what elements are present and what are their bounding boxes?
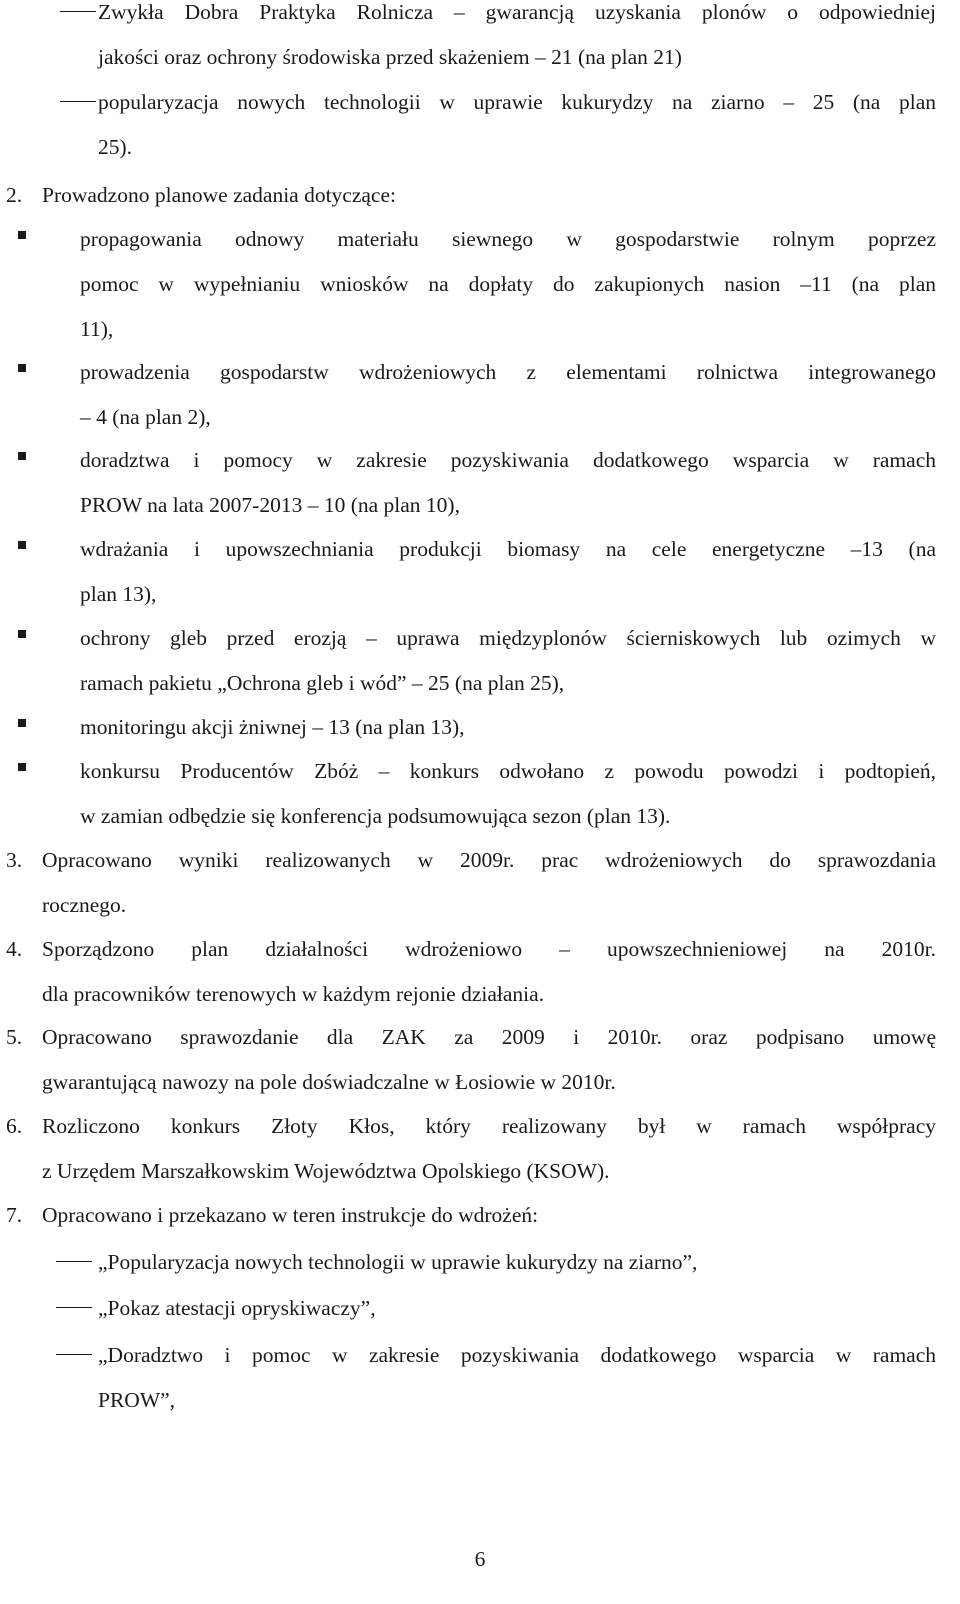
page-number: 6	[474, 1547, 486, 1571]
list-item-line: popularyzacja nowych technologii w uprawie kukurydzy na ziarno – 25 (na plan	[98, 90, 936, 114]
item-number: 6.	[6, 1114, 23, 1138]
list-item-line: plan 13),	[80, 582, 157, 606]
list-item-line: konkursu Producentów Zbóż – konkurs odwołano z powodu powodzi i podtopień,	[80, 759, 936, 783]
item-heading: Prowadzono planowe zadania dotyczące:	[42, 183, 396, 207]
square-bullet-icon	[18, 630, 26, 638]
square-bullet-icon	[18, 364, 26, 372]
item-line: Opracowano i przekazano w teren instrukcje do wdrożeń:	[42, 1203, 539, 1227]
dash-marker-icon	[56, 1307, 92, 1308]
dash-marker-icon	[60, 11, 96, 12]
item-line: Opracowano wyniki realizowanych w 2009r. prac wdrożeniowych do sprawozdania	[42, 848, 936, 872]
item-number: 2.	[6, 183, 23, 207]
square-bullet-icon	[18, 452, 26, 460]
item-line: rocznego.	[42, 893, 127, 917]
item-number: 4.	[6, 937, 23, 961]
dash-marker-icon	[56, 1261, 92, 1262]
item-line: Sporządzono plan działalności wdrożeniowo – upowszechnieniowej na 2010r.	[42, 937, 936, 961]
list-item-line: 11),	[80, 317, 114, 341]
list-item-line: propagowania odnowy materiału siewnego w gospodarstwie rolnym poprzez	[80, 227, 936, 251]
list-item-line: ochrony gleb przed erozją – uprawa międzyplonów ścierniskowych lub ozimych w	[80, 626, 936, 650]
list-item-line: monitoringu akcji żniwnej – 13 (na plan 13),	[80, 715, 465, 739]
list-item-line: w zamian odbędzie się konferencja podsumowująca sezon (plan 13).	[80, 804, 671, 828]
list-item-line: PROW na lata 2007-2013 – 10 (na plan 10),	[80, 493, 460, 517]
list-item-line: jakości oraz ochrony środowiska przed skażeniem – 21 (na plan 21)	[98, 45, 682, 69]
list-item-line: „Popularyzacja nowych technologii w uprawie kukurydzy na ziarno”,	[98, 1250, 698, 1274]
item-number: 7.	[6, 1203, 23, 1227]
list-item-line: pomoc w wypełnianiu wniosków na dopłaty do zakupionych nasion –11 (na plan	[80, 272, 936, 296]
list-item-line: – 4 (na plan 2),	[80, 405, 211, 429]
item-line: dla pracowników terenowych w każdym rejonie działania.	[42, 982, 545, 1006]
list-item-line: doradztwa i pomocy w zakresie pozyskiwania dodatkowego wsparcia w ramach	[80, 448, 936, 472]
square-bullet-icon	[18, 719, 26, 727]
item-line: Rozliczono konkurs Złoty Kłos, który realizowany był w ramach współpracy	[42, 1114, 936, 1138]
list-item-line: Zwykła Dobra Praktyka Rolnicza – gwarancją uzyskania plonów o odpowiedniej	[98, 0, 936, 24]
square-bullet-icon	[18, 231, 26, 239]
list-item-line: PROW”,	[98, 1388, 176, 1412]
list-item-line: „Doradztwo i pomoc w zakresie pozyskiwania dodatkowego wsparcia w ramach	[98, 1343, 936, 1367]
item-line: z Urzędem Marszałkowskim Województwa Opolskiego (KSOW).	[42, 1159, 610, 1183]
list-item-line: „Pokaz atestacji opryskiwaczy”,	[98, 1296, 376, 1320]
dash-marker-icon	[56, 1354, 92, 1355]
item-line: gwarantującą nawozy na pole doświadczalne w Łosiowie w 2010r.	[42, 1070, 616, 1094]
dash-marker-icon	[60, 101, 96, 102]
list-item-line: prowadzenia gospodarstw wdrożeniowych z elementami rolnictwa integrowanego	[80, 360, 936, 384]
square-bullet-icon	[18, 541, 26, 549]
item-line: Opracowano sprawozdanie dla ZAK za 2009 i 2010r. oraz podpisano umowę	[42, 1025, 936, 1049]
list-item-line: ramach pakietu „Ochrona gleb i wód” – 25 (na plan 25),	[80, 671, 565, 695]
list-item-line: wdrażania i upowszechniania produkcji biomasy na cele energetyczne –13 (na	[80, 537, 936, 561]
list-item-line: 25).	[98, 135, 133, 159]
item-number: 3.	[6, 848, 23, 872]
item-number: 5.	[6, 1025, 23, 1049]
square-bullet-icon	[18, 763, 26, 771]
